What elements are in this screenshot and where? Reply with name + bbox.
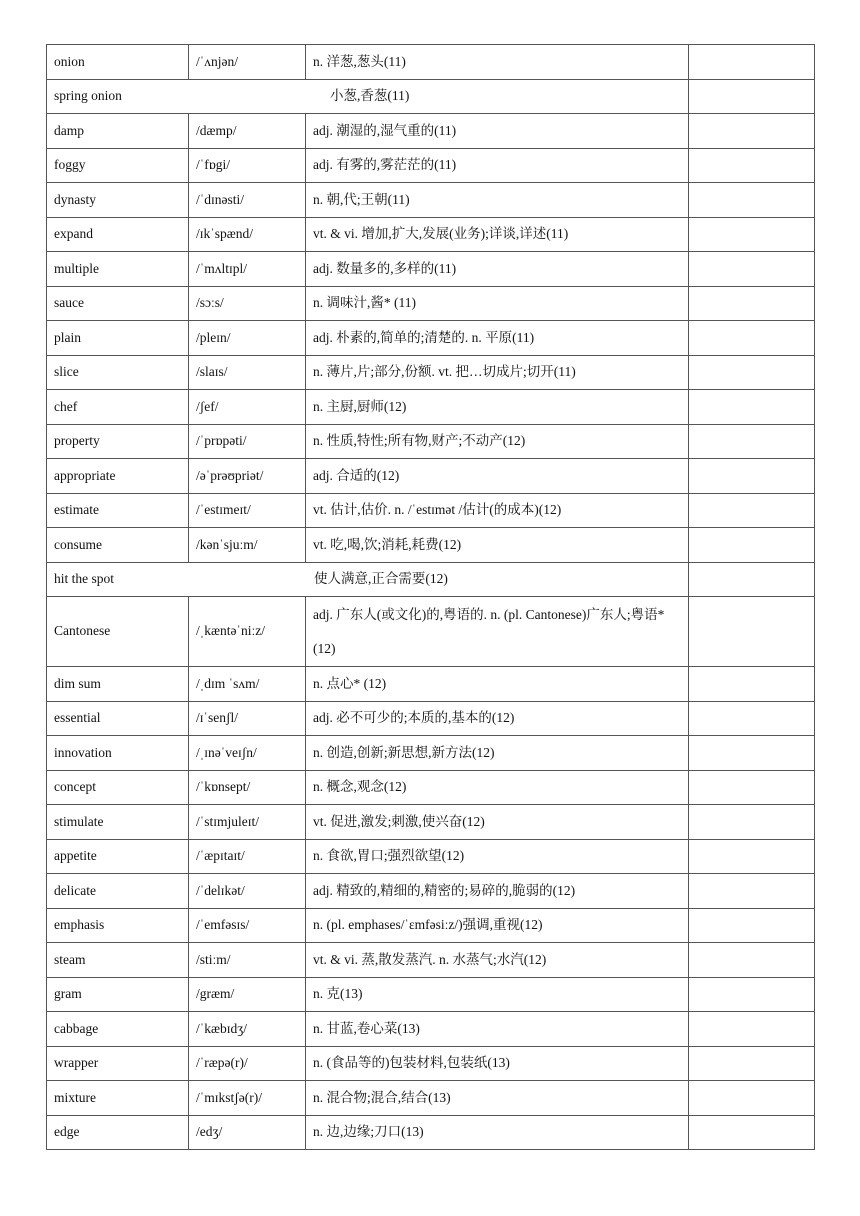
word-cell: innovation — [47, 736, 189, 771]
blank-cell — [689, 79, 815, 114]
definition-cell: adj. 朴素的,简单的;清楚的. n. 平原(11) — [306, 321, 689, 356]
vocab-row — [47, 114, 815, 149]
vocab-row — [47, 252, 815, 287]
definition-cell: vt. & vi. 蒸,散发蒸汽. n. 水蒸气;水汽(12) — [306, 943, 689, 978]
phonetic-cell: /ˈprɒpəti/ — [189, 424, 306, 459]
blank-cell — [689, 943, 815, 978]
vocab-row — [47, 321, 815, 356]
word-cell: essential — [47, 701, 189, 736]
word-cell: plain — [47, 321, 189, 356]
vocab-row — [47, 770, 815, 805]
phonetic-cell: /ʃef/ — [189, 390, 306, 425]
word-cell: Cantonese — [47, 597, 189, 667]
blank-cell — [689, 770, 815, 805]
word-cell: stimulate — [47, 805, 189, 840]
vocabulary-table — [46, 44, 815, 1150]
phonetic-cell: /ˈʌnjən/ — [189, 45, 306, 80]
word-cell: appropriate — [47, 459, 189, 494]
definition-cell: n. 概念,观念(12) — [306, 770, 689, 805]
word-cell: appetite — [47, 839, 189, 874]
phonetic-cell: /ˌɪnəˈveɪʃn/ — [189, 736, 306, 771]
vocab-row — [47, 977, 815, 1012]
phonetic-cell: /ˈkæbɪdʒ/ — [189, 1012, 306, 1047]
word-cell: sauce — [47, 286, 189, 321]
phonetic-cell: /ˈkɒnsept/ — [189, 770, 306, 805]
word-cell: gram — [47, 977, 189, 1012]
word-cell: steam — [47, 943, 189, 978]
phonetic-cell: /stiːm/ — [189, 943, 306, 978]
blank-cell — [689, 1115, 815, 1150]
definition-cell: adj. 必不可少的;本质的,基本的(12) — [306, 701, 689, 736]
blank-cell — [689, 736, 815, 771]
definition-cell: n. (食品等的)包装材料,包装纸(13) — [306, 1046, 689, 1081]
word-cell: onion — [47, 45, 189, 80]
definition-cell: n. 混合物;混合,结合(13) — [306, 1081, 689, 1116]
definition-cell: n. 调味汁,酱* (11) — [306, 286, 689, 321]
definition-cell: n. 创造,创新;新思想,新方法(12) — [306, 736, 689, 771]
blank-cell — [689, 562, 815, 597]
blank-cell — [689, 1046, 815, 1081]
blank-cell — [689, 321, 815, 356]
blank-cell — [689, 528, 815, 563]
word-cell: foggy — [47, 148, 189, 183]
phrase-definition: 使人满意,正合需要(12) — [314, 571, 448, 587]
phonetic-cell: /slaɪs/ — [189, 355, 306, 390]
blank-cell — [689, 148, 815, 183]
blank-cell — [689, 424, 815, 459]
phrase-cell — [47, 562, 689, 597]
definition-cell: adj. 广东人(或文化)的,粤语的. n. (pl. Cantonese)广东人;粤语* (12) — [306, 597, 689, 667]
phonetic-cell: /ˈestɪmeɪt/ — [189, 493, 306, 528]
definition-cell: n. 克(13) — [306, 977, 689, 1012]
word-cell: expand — [47, 217, 189, 252]
definition-cell: n. 薄片,片;部分,份额. vt. 把…切成片;切开(11) — [306, 355, 689, 390]
vocab-row — [47, 1081, 815, 1116]
vocab-row — [47, 183, 815, 218]
phonetic-cell: /əˈprəʊpriət/ — [189, 459, 306, 494]
word-cell: dim sum — [47, 667, 189, 702]
definition-cell: vt. 吃,喝,饮;消耗,耗费(12) — [306, 528, 689, 563]
blank-cell — [689, 493, 815, 528]
vocab-row — [47, 874, 815, 909]
phonetic-cell: /ˈæpɪtaɪt/ — [189, 839, 306, 874]
blank-cell — [689, 183, 815, 218]
vocab-row — [47, 1115, 815, 1150]
vocabulary-table-body — [47, 45, 815, 1150]
word-cell: consume — [47, 528, 189, 563]
blank-cell — [689, 355, 815, 390]
phonetic-cell: /ˌkæntəˈniːz/ — [189, 597, 306, 667]
blank-cell — [689, 390, 815, 425]
definition-cell: n. 点心* (12) — [306, 667, 689, 702]
definition-cell: adj. 潮湿的,湿气重的(11) — [306, 114, 689, 149]
definition-cell: n. 性质,特性;所有物,财产;不动产(12) — [306, 424, 689, 459]
blank-cell — [689, 839, 815, 874]
vocab-row — [47, 839, 815, 874]
word-cell: delicate — [47, 874, 189, 909]
vocab-row — [47, 217, 815, 252]
phonetic-cell: /ˈdelɪkət/ — [189, 874, 306, 909]
vocab-row — [47, 424, 815, 459]
definition-cell: vt. & vi. 增加,扩大,发展(业务);详谈,详述(11) — [306, 217, 689, 252]
word-cell: estimate — [47, 493, 189, 528]
definition-cell: adj. 数量多的,多样的(11) — [306, 252, 689, 287]
blank-cell — [689, 977, 815, 1012]
phonetic-cell: /ˈmɪkstʃə(r)/ — [189, 1081, 306, 1116]
word-cell: mixture — [47, 1081, 189, 1116]
blank-cell — [689, 217, 815, 252]
vocab-row — [47, 562, 815, 597]
definition-cell: adj. 精致的,精细的,精密的;易碎的,脆弱的(12) — [306, 874, 689, 909]
definition-cell: n. (pl. emphases/ˈɛmfəsiːz/)强调,重视(12) — [306, 908, 689, 943]
phrase-word: hit the spot — [54, 571, 114, 587]
word-cell: wrapper — [47, 1046, 189, 1081]
vocab-row — [47, 390, 815, 425]
blank-cell — [689, 597, 815, 667]
vocab-row — [47, 79, 815, 114]
blank-cell — [689, 45, 815, 80]
word-cell: concept — [47, 770, 189, 805]
blank-cell — [689, 252, 815, 287]
blank-cell — [689, 805, 815, 840]
word-cell: cabbage — [47, 1012, 189, 1047]
vocab-row — [47, 667, 815, 702]
definition-cell: n. 主厨,厨师(12) — [306, 390, 689, 425]
vocab-row — [47, 908, 815, 943]
definition-cell: vt. 估计,估价. n. /ˈestɪmət /估计(的成本)(12) — [306, 493, 689, 528]
word-cell: property — [47, 424, 189, 459]
word-cell: emphasis — [47, 908, 189, 943]
phonetic-cell: /pleɪn/ — [189, 321, 306, 356]
definition-cell: adj. 合适的(12) — [306, 459, 689, 494]
definition-cell: vt. 促进,激发;刺激,使兴奋(12) — [306, 805, 689, 840]
phrase-word: spring onion — [54, 88, 122, 104]
phonetic-cell: /ˈemfəsɪs/ — [189, 908, 306, 943]
blank-cell — [689, 286, 815, 321]
blank-cell — [689, 874, 815, 909]
vocab-row — [47, 701, 815, 736]
phonetic-cell: /ˈdɪnəsti/ — [189, 183, 306, 218]
phonetic-cell: /dæmp/ — [189, 114, 306, 149]
phonetic-cell: /ˈfɒgi/ — [189, 148, 306, 183]
vocab-row — [47, 943, 815, 978]
phonetic-cell: /ɪkˈspænd/ — [189, 217, 306, 252]
phrase-cell — [47, 79, 689, 114]
definition-cell: n. 食欲,胃口;强烈欲望(12) — [306, 839, 689, 874]
vocab-row — [47, 528, 815, 563]
phonetic-cell: /kənˈsjuːm/ — [189, 528, 306, 563]
blank-cell — [689, 459, 815, 494]
vocab-row — [47, 1012, 815, 1047]
phonetic-cell: /græm/ — [189, 977, 306, 1012]
blank-cell — [689, 908, 815, 943]
vocab-row — [47, 148, 815, 183]
blank-cell — [689, 1012, 815, 1047]
vocab-row — [47, 805, 815, 840]
phonetic-cell: /ɪˈsenʃl/ — [189, 701, 306, 736]
word-cell: damp — [47, 114, 189, 149]
vocab-row — [47, 736, 815, 771]
definition-cell: adj. 有雾的,雾茫茫的(11) — [306, 148, 689, 183]
vocab-row — [47, 1046, 815, 1081]
blank-cell — [689, 1081, 815, 1116]
phrase-definition: 小葱,香葱(11) — [330, 88, 410, 104]
phonetic-cell: /ˈstɪmjuleɪt/ — [189, 805, 306, 840]
phonetic-cell: /ˈræpə(r)/ — [189, 1046, 306, 1081]
vocab-row — [47, 45, 815, 80]
vocab-row — [47, 597, 815, 667]
word-cell: dynasty — [47, 183, 189, 218]
word-cell: chef — [47, 390, 189, 425]
blank-cell — [689, 114, 815, 149]
word-cell: edge — [47, 1115, 189, 1150]
blank-cell — [689, 667, 815, 702]
vocab-row — [47, 355, 815, 390]
definition-cell: n. 朝,代;王朝(11) — [306, 183, 689, 218]
blank-cell — [689, 701, 815, 736]
definition-cell: n. 甘蓝,卷心菜(13) — [306, 1012, 689, 1047]
word-cell: multiple — [47, 252, 189, 287]
definition-cell: n. 洋葱,葱头(11) — [306, 45, 689, 80]
definition-cell: n. 边,边缘;刀口(13) — [306, 1115, 689, 1150]
phonetic-cell: /ˈmʌltɪpl/ — [189, 252, 306, 287]
phonetic-cell: /edʒ/ — [189, 1115, 306, 1150]
phonetic-cell: /sɔːs/ — [189, 286, 306, 321]
word-cell: slice — [47, 355, 189, 390]
vocab-row — [47, 493, 815, 528]
phonetic-cell: /ˌdɪm ˈsʌm/ — [189, 667, 306, 702]
vocab-row — [47, 286, 815, 321]
vocab-row — [47, 459, 815, 494]
